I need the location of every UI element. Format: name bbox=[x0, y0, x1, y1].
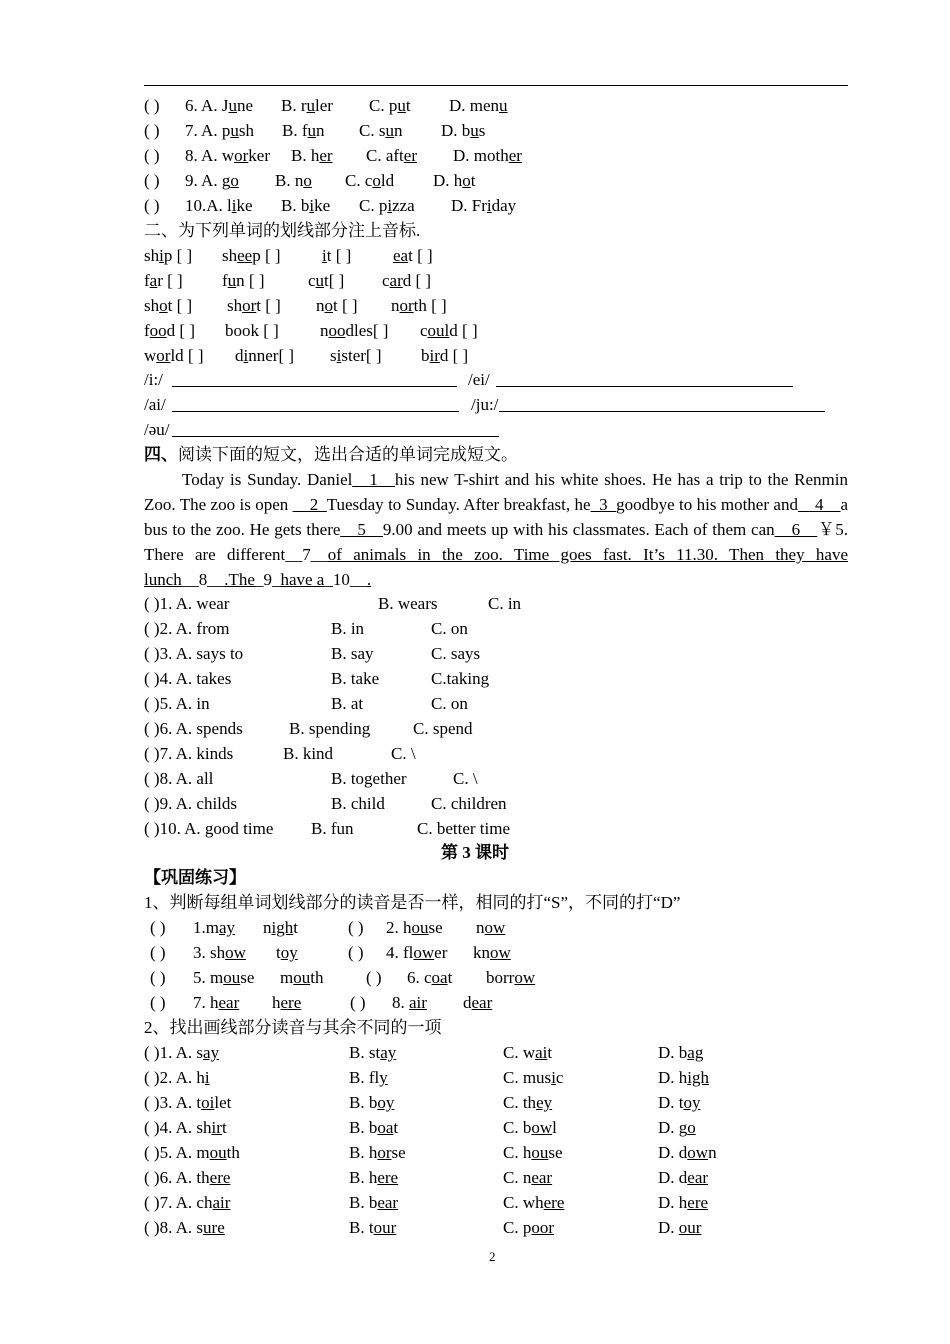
blank: __1__ bbox=[352, 470, 395, 489]
option-b: B. stay bbox=[349, 1043, 397, 1062]
item-stem: ( )1. A. wear bbox=[144, 594, 230, 613]
word-d: now bbox=[476, 918, 506, 937]
option-c: C. \ bbox=[453, 769, 478, 788]
option-d: D. bus bbox=[441, 121, 486, 140]
passage-text: _10__ bbox=[324, 570, 367, 589]
option-d: D. high bbox=[658, 1068, 710, 1087]
underlined-part: ow bbox=[490, 943, 511, 962]
header-rule bbox=[144, 85, 848, 86]
underlined-part: ere bbox=[543, 1193, 565, 1212]
word-b: here bbox=[272, 993, 302, 1012]
q-paren: ( ) bbox=[348, 943, 364, 962]
option-b: B. say bbox=[331, 644, 374, 663]
underlined-part: ow bbox=[225, 943, 246, 962]
item-paren: ( ) bbox=[144, 171, 160, 190]
underlined-part: i bbox=[336, 346, 342, 365]
phonetic-word: fun [ ] bbox=[222, 271, 265, 290]
phonetic-word: sister[ ] bbox=[330, 346, 382, 365]
option-b: B. boat bbox=[349, 1118, 399, 1137]
option-b: B. bear bbox=[349, 1193, 399, 1212]
underlined-part: er bbox=[319, 146, 333, 165]
underlined-part: ir bbox=[211, 1118, 222, 1137]
section-four-title bbox=[144, 442, 518, 467]
underlined-part: u bbox=[315, 271, 325, 290]
word-c: 6. coat bbox=[407, 968, 453, 987]
underlined-part: i bbox=[387, 196, 393, 215]
phonetic-word: could [ ] bbox=[420, 321, 478, 340]
option-b: B. tour bbox=[349, 1218, 397, 1237]
underlined-part: ar bbox=[389, 271, 403, 290]
option-a: 7. A. push bbox=[185, 121, 254, 140]
phonetic-word: noodles[ ] bbox=[320, 321, 389, 340]
underlined-part: our bbox=[678, 1218, 702, 1237]
option-a: ( )3. A. toilet bbox=[144, 1093, 232, 1112]
underlined-part: o bbox=[687, 1118, 696, 1137]
option-d: D. down bbox=[658, 1143, 717, 1162]
underlined-part: o bbox=[230, 171, 239, 190]
underlined-part: igh bbox=[271, 918, 294, 937]
underlined-part: u bbox=[397, 96, 406, 115]
item-paren: ( ) bbox=[144, 121, 160, 140]
phonetic-word: not [ ] bbox=[316, 296, 358, 315]
item-paren: ( ) bbox=[144, 146, 160, 165]
option-d: D. hot bbox=[433, 171, 476, 190]
underlined-part: ir bbox=[429, 346, 440, 365]
underlined-part: or bbox=[399, 296, 414, 315]
practice-heading: 【巩固练习】 bbox=[144, 868, 246, 887]
underlined-part: o bbox=[324, 296, 333, 315]
q-paren: ( ) bbox=[348, 918, 364, 937]
underlined-part: u bbox=[499, 96, 508, 115]
passage-text: 9.00 and meets up with his classmates. Each of them can bbox=[382, 520, 775, 539]
underlined-part: igh bbox=[687, 1068, 710, 1087]
item-stem: ( )4. A. takes bbox=[144, 669, 232, 688]
price: ￥5 bbox=[817, 520, 844, 539]
underlined-part: ear bbox=[531, 1168, 553, 1187]
underlined-part: er bbox=[403, 146, 417, 165]
word-c: 4. flower bbox=[386, 943, 448, 962]
answer-line bbox=[499, 394, 825, 412]
underlined-part: i bbox=[243, 346, 249, 365]
item-stem: ( )3. A. says to bbox=[144, 644, 244, 663]
option-a: ( )7. A. chair bbox=[144, 1193, 231, 1212]
q-paren: ( ) bbox=[150, 993, 166, 1012]
underlined-part: ere bbox=[280, 993, 302, 1012]
word-d: know bbox=[473, 943, 511, 962]
passage-text: __7__ bbox=[285, 545, 328, 564]
phonetic-word: cut[ ] bbox=[308, 271, 345, 290]
passage-text: _9_ bbox=[254, 570, 281, 589]
option-a: 8. A. worker bbox=[185, 146, 271, 165]
underlined-part: ag bbox=[687, 1043, 704, 1062]
underlined-part: u bbox=[307, 121, 316, 140]
phonetic-word: book [ ] bbox=[225, 321, 279, 340]
option-d: D. our bbox=[658, 1218, 702, 1237]
passage-text: Tuesday to Sunday. After breakfast, he bbox=[326, 495, 591, 514]
option-b: B. boy bbox=[349, 1093, 395, 1112]
option-c: C. poor bbox=[503, 1218, 555, 1237]
option-c: C. spend bbox=[413, 719, 473, 738]
option-c: C. near bbox=[503, 1168, 553, 1187]
blank: have a bbox=[280, 570, 325, 589]
underlined-part: ear bbox=[377, 1193, 399, 1212]
passage-text: Today is Sunday. Daniel bbox=[182, 470, 353, 489]
blank: .The bbox=[224, 570, 255, 589]
underlined-part: a bbox=[149, 271, 158, 290]
option-c: C. says bbox=[431, 644, 481, 663]
phonetic-word: shot [ ] bbox=[144, 296, 193, 315]
option-b: B. her bbox=[291, 146, 333, 165]
phonetic-word: card [ ] bbox=[382, 271, 432, 290]
underlined-part: or bbox=[234, 146, 249, 165]
underlined-part: ure bbox=[203, 1218, 225, 1237]
phonetic-word: short [ ] bbox=[227, 296, 281, 315]
phonetic-label: /i:/ bbox=[144, 370, 163, 389]
underlined-part: ear bbox=[471, 993, 493, 1012]
word-d: borrow bbox=[486, 968, 536, 987]
phonetic-word: ship [ ] bbox=[144, 246, 193, 265]
option-b: B. at bbox=[331, 694, 364, 713]
option-a: ( )8. A. sure bbox=[144, 1218, 225, 1237]
blank: __6__ bbox=[774, 520, 818, 539]
underlined-part: ere bbox=[209, 1168, 231, 1187]
option-c: C. better time bbox=[417, 819, 511, 838]
underlined-part: o bbox=[159, 296, 168, 315]
underlined-part: y bbox=[379, 1068, 388, 1087]
underlined-part: oo bbox=[328, 321, 346, 340]
option-c: C. where bbox=[503, 1193, 565, 1212]
phonetic-word: world [ ] bbox=[144, 346, 204, 365]
underlined-part: ay bbox=[203, 1043, 220, 1062]
underlined-part: i bbox=[159, 246, 164, 265]
underlined-part: ou bbox=[531, 1143, 549, 1162]
underlined-part: u bbox=[470, 121, 479, 140]
option-a: ( )5. A. mouth bbox=[144, 1143, 240, 1162]
underlined-part: i bbox=[486, 196, 492, 215]
option-d: D. here bbox=[658, 1193, 709, 1212]
answer-line bbox=[172, 369, 457, 387]
option-b: B. together bbox=[331, 769, 407, 788]
word-c: 2. house bbox=[386, 918, 443, 937]
underlined-part: ou bbox=[209, 1143, 227, 1162]
word-a: 7. hear bbox=[193, 993, 240, 1012]
underlined-part: u bbox=[228, 96, 237, 115]
option-b: B. child bbox=[331, 794, 385, 813]
option-b: B. bike bbox=[281, 196, 331, 215]
option-c: C. cold bbox=[345, 171, 395, 190]
underlined-part: or bbox=[156, 346, 171, 365]
underlined-part: o bbox=[372, 171, 381, 190]
option-b: B. take bbox=[331, 669, 380, 688]
word-b: toy bbox=[276, 943, 298, 962]
underlined-part: u bbox=[306, 96, 315, 115]
option-c: C.taking bbox=[431, 669, 490, 688]
q-paren: ( ) bbox=[350, 993, 366, 1012]
option-b: B. spending bbox=[289, 719, 371, 738]
section-two-title: 二、为下列单词的划线部分注上音标. bbox=[144, 221, 421, 240]
underlined-part: ou bbox=[223, 968, 241, 987]
passage-text: goodbye to his mother and bbox=[616, 495, 798, 514]
underlined-part: ou bbox=[411, 918, 429, 937]
underlined-part: ow bbox=[413, 943, 435, 962]
option-a: ( )1. A. say bbox=[144, 1043, 220, 1062]
phonetic-word: north [ ] bbox=[391, 296, 447, 315]
underlined-part: i bbox=[204, 1068, 210, 1087]
underlined-part: ear bbox=[218, 993, 240, 1012]
underlined-part: oul bbox=[427, 321, 450, 340]
underlined-part: ow bbox=[484, 918, 506, 937]
phonetic-word: bird [ ] bbox=[421, 346, 469, 365]
option-c: C. on bbox=[431, 619, 468, 638]
page-number: 2 bbox=[489, 1249, 496, 1264]
option-b: B. horse bbox=[349, 1143, 406, 1162]
underlined-part: our bbox=[373, 1218, 397, 1237]
phonetic-word: food [ ] bbox=[144, 321, 195, 340]
passage-text: __8__ bbox=[181, 570, 225, 589]
underlined-part: ow bbox=[514, 968, 536, 987]
option-a: 10.A. like bbox=[185, 196, 253, 215]
word-d: dear bbox=[463, 993, 493, 1012]
option-b: B. in bbox=[331, 619, 365, 638]
option-c: C. bowl bbox=[503, 1118, 557, 1137]
option-b: B. fun bbox=[282, 121, 325, 140]
underlined-part: u bbox=[230, 121, 239, 140]
option-a: ( )4. A. shirt bbox=[144, 1118, 227, 1137]
option-c: C. they bbox=[503, 1093, 553, 1112]
q-paren: ( ) bbox=[366, 968, 382, 987]
underlined-part: ou bbox=[293, 968, 311, 987]
blank: _3_ bbox=[590, 495, 617, 514]
underlined-part: air bbox=[409, 993, 427, 1012]
underlined-part: ow bbox=[687, 1143, 709, 1162]
option-c: C. on bbox=[431, 694, 468, 713]
answer-line bbox=[496, 369, 793, 387]
option-b: B. wears bbox=[378, 594, 438, 613]
item-stem: ( )2. A. from bbox=[144, 619, 230, 638]
option-c: C. after bbox=[366, 146, 417, 165]
option-a: ( )2. A. hi bbox=[144, 1068, 210, 1087]
underlined-part: ow bbox=[531, 1118, 553, 1137]
underlined-part: ey bbox=[536, 1093, 553, 1112]
option-d: D. mother bbox=[453, 146, 522, 165]
option-c: C. put bbox=[369, 96, 411, 115]
option-a: 6. A. June bbox=[185, 96, 254, 115]
q-paren: ( ) bbox=[150, 943, 166, 962]
word-b: mouth bbox=[280, 968, 324, 987]
option-d: D. toy bbox=[658, 1093, 701, 1112]
underlined-part: oy bbox=[280, 943, 298, 962]
blank: __4__ bbox=[797, 495, 841, 514]
option-d: D. go bbox=[658, 1118, 696, 1137]
phonetic-word: far [ ] bbox=[144, 271, 183, 290]
option-d: D. menu bbox=[449, 96, 508, 115]
underlined-part: or bbox=[377, 1143, 392, 1162]
section-four-number: 四、 bbox=[144, 445, 178, 464]
underlined-part: i bbox=[551, 1068, 556, 1087]
blank: . bbox=[366, 570, 372, 589]
item-stem: ( )10. A. good time bbox=[144, 819, 274, 838]
item-paren: ( ) bbox=[144, 196, 160, 215]
word-b: night bbox=[263, 918, 298, 937]
passage-text: a bus to the zoo. He gets there bbox=[144, 495, 849, 539]
option-c: C. house bbox=[503, 1143, 563, 1162]
phonetic-label: /ju:/ bbox=[471, 395, 499, 414]
item-paren: ( ) bbox=[144, 96, 160, 115]
option-b: B. fly bbox=[349, 1068, 388, 1087]
underlined-part: or bbox=[242, 296, 257, 315]
underlined-part: air bbox=[212, 1193, 231, 1212]
option-c: C. \ bbox=[391, 744, 416, 763]
q1-title: 1、判断每组单词划线部分的读音是否一样，相同的打“S”，不同的打“D” bbox=[144, 893, 681, 912]
option-c: C. music bbox=[503, 1068, 564, 1087]
item-stem: ( )7. A. kinds bbox=[144, 744, 234, 763]
underlined-part: ere bbox=[377, 1168, 399, 1187]
option-d: D. bag bbox=[658, 1043, 704, 1062]
item-stem: ( )6. A. spends bbox=[144, 719, 243, 738]
option-b: B. kind bbox=[283, 744, 334, 763]
underlined-part: ay bbox=[380, 1043, 397, 1062]
answer-line bbox=[172, 394, 459, 412]
underlined-part: i bbox=[309, 196, 315, 215]
underlined-part: ee bbox=[237, 246, 253, 265]
item-stem: ( )5. A. in bbox=[144, 694, 210, 713]
blank: of animals in the zoo. Time goes fast. It’s 11.30. Then they have lunch bbox=[144, 545, 849, 589]
word-a: 5. mouse bbox=[193, 968, 255, 987]
reading-passage bbox=[144, 467, 848, 592]
underlined-part: er bbox=[508, 146, 522, 165]
underlined-part: oa bbox=[377, 1118, 394, 1137]
option-d: D. dear bbox=[658, 1168, 709, 1187]
q-paren: ( ) bbox=[150, 968, 166, 987]
underlined-part: oor bbox=[531, 1218, 555, 1237]
underlined-part: ere bbox=[687, 1193, 709, 1212]
phonetic-label: /əu/ bbox=[144, 420, 170, 439]
option-c: C. pizza bbox=[359, 196, 415, 215]
option-c: C. sun bbox=[359, 121, 403, 140]
phonetic-label: /ai/ bbox=[144, 395, 166, 414]
underlined-part: i bbox=[322, 246, 327, 265]
option-b: B. fun bbox=[311, 819, 354, 838]
passage-text: . There are different bbox=[144, 520, 848, 564]
item-stem: ( )9. A. childs bbox=[144, 794, 238, 813]
underlined-part: o bbox=[462, 171, 471, 190]
option-a: 9. A. go bbox=[185, 171, 239, 190]
lesson-heading: 第 3 课时 bbox=[441, 843, 509, 862]
phonetic-word: it [ ] bbox=[322, 246, 352, 265]
word-a: 3. show bbox=[193, 943, 246, 962]
option-b: B. no bbox=[275, 171, 312, 190]
blank: __2_ bbox=[292, 495, 327, 514]
underlined-part: ea bbox=[393, 246, 409, 265]
phonetic-word: eat [ ] bbox=[393, 246, 433, 265]
item-stem: ( )8. A. all bbox=[144, 769, 214, 788]
option-a: ( )6. A. there bbox=[144, 1168, 231, 1187]
phonetic-word: sheep [ ] bbox=[222, 246, 281, 265]
option-b: B. ruler bbox=[281, 96, 333, 115]
option-b: B. here bbox=[349, 1168, 399, 1187]
underlined-part: oo bbox=[149, 321, 167, 340]
underlined-part: oy bbox=[377, 1093, 395, 1112]
blank: __5__ bbox=[340, 520, 383, 539]
underlined-part: ear bbox=[687, 1168, 709, 1187]
word-a: 1.may bbox=[193, 918, 236, 937]
underlined-part: ai bbox=[535, 1043, 548, 1062]
option-c: C. children bbox=[431, 794, 507, 813]
phonetic-word: dinner[ ] bbox=[235, 346, 295, 365]
passage-text: his new T-shirt and his white shoes. He has a trip to the Renmin Zoo. The zoo is open bbox=[144, 470, 848, 514]
option-c: C. in bbox=[488, 594, 522, 613]
underlined-part: oa bbox=[431, 968, 448, 987]
underlined-part: o bbox=[303, 171, 312, 190]
section-four-title-text: 阅读下面的短文，选出合适的单词完成短文。 bbox=[178, 445, 518, 464]
word-c: 8. air bbox=[392, 993, 427, 1012]
option-c: C. wait bbox=[503, 1043, 553, 1062]
option-d: D. Friday bbox=[451, 196, 517, 215]
q-paren: ( ) bbox=[150, 918, 166, 937]
underlined-part: u bbox=[227, 271, 237, 290]
underlined-part: i bbox=[231, 196, 237, 215]
q2-title: 2、找出画线部分读音与其余不同的一项 bbox=[144, 1018, 442, 1037]
underlined-part: oy bbox=[683, 1093, 701, 1112]
phonetic-label: /ei/ bbox=[468, 370, 490, 389]
underlined-part: oi bbox=[201, 1093, 215, 1112]
underlined-part: u bbox=[385, 121, 394, 140]
answer-line bbox=[172, 419, 499, 437]
underlined-part: ay bbox=[218, 918, 236, 937]
